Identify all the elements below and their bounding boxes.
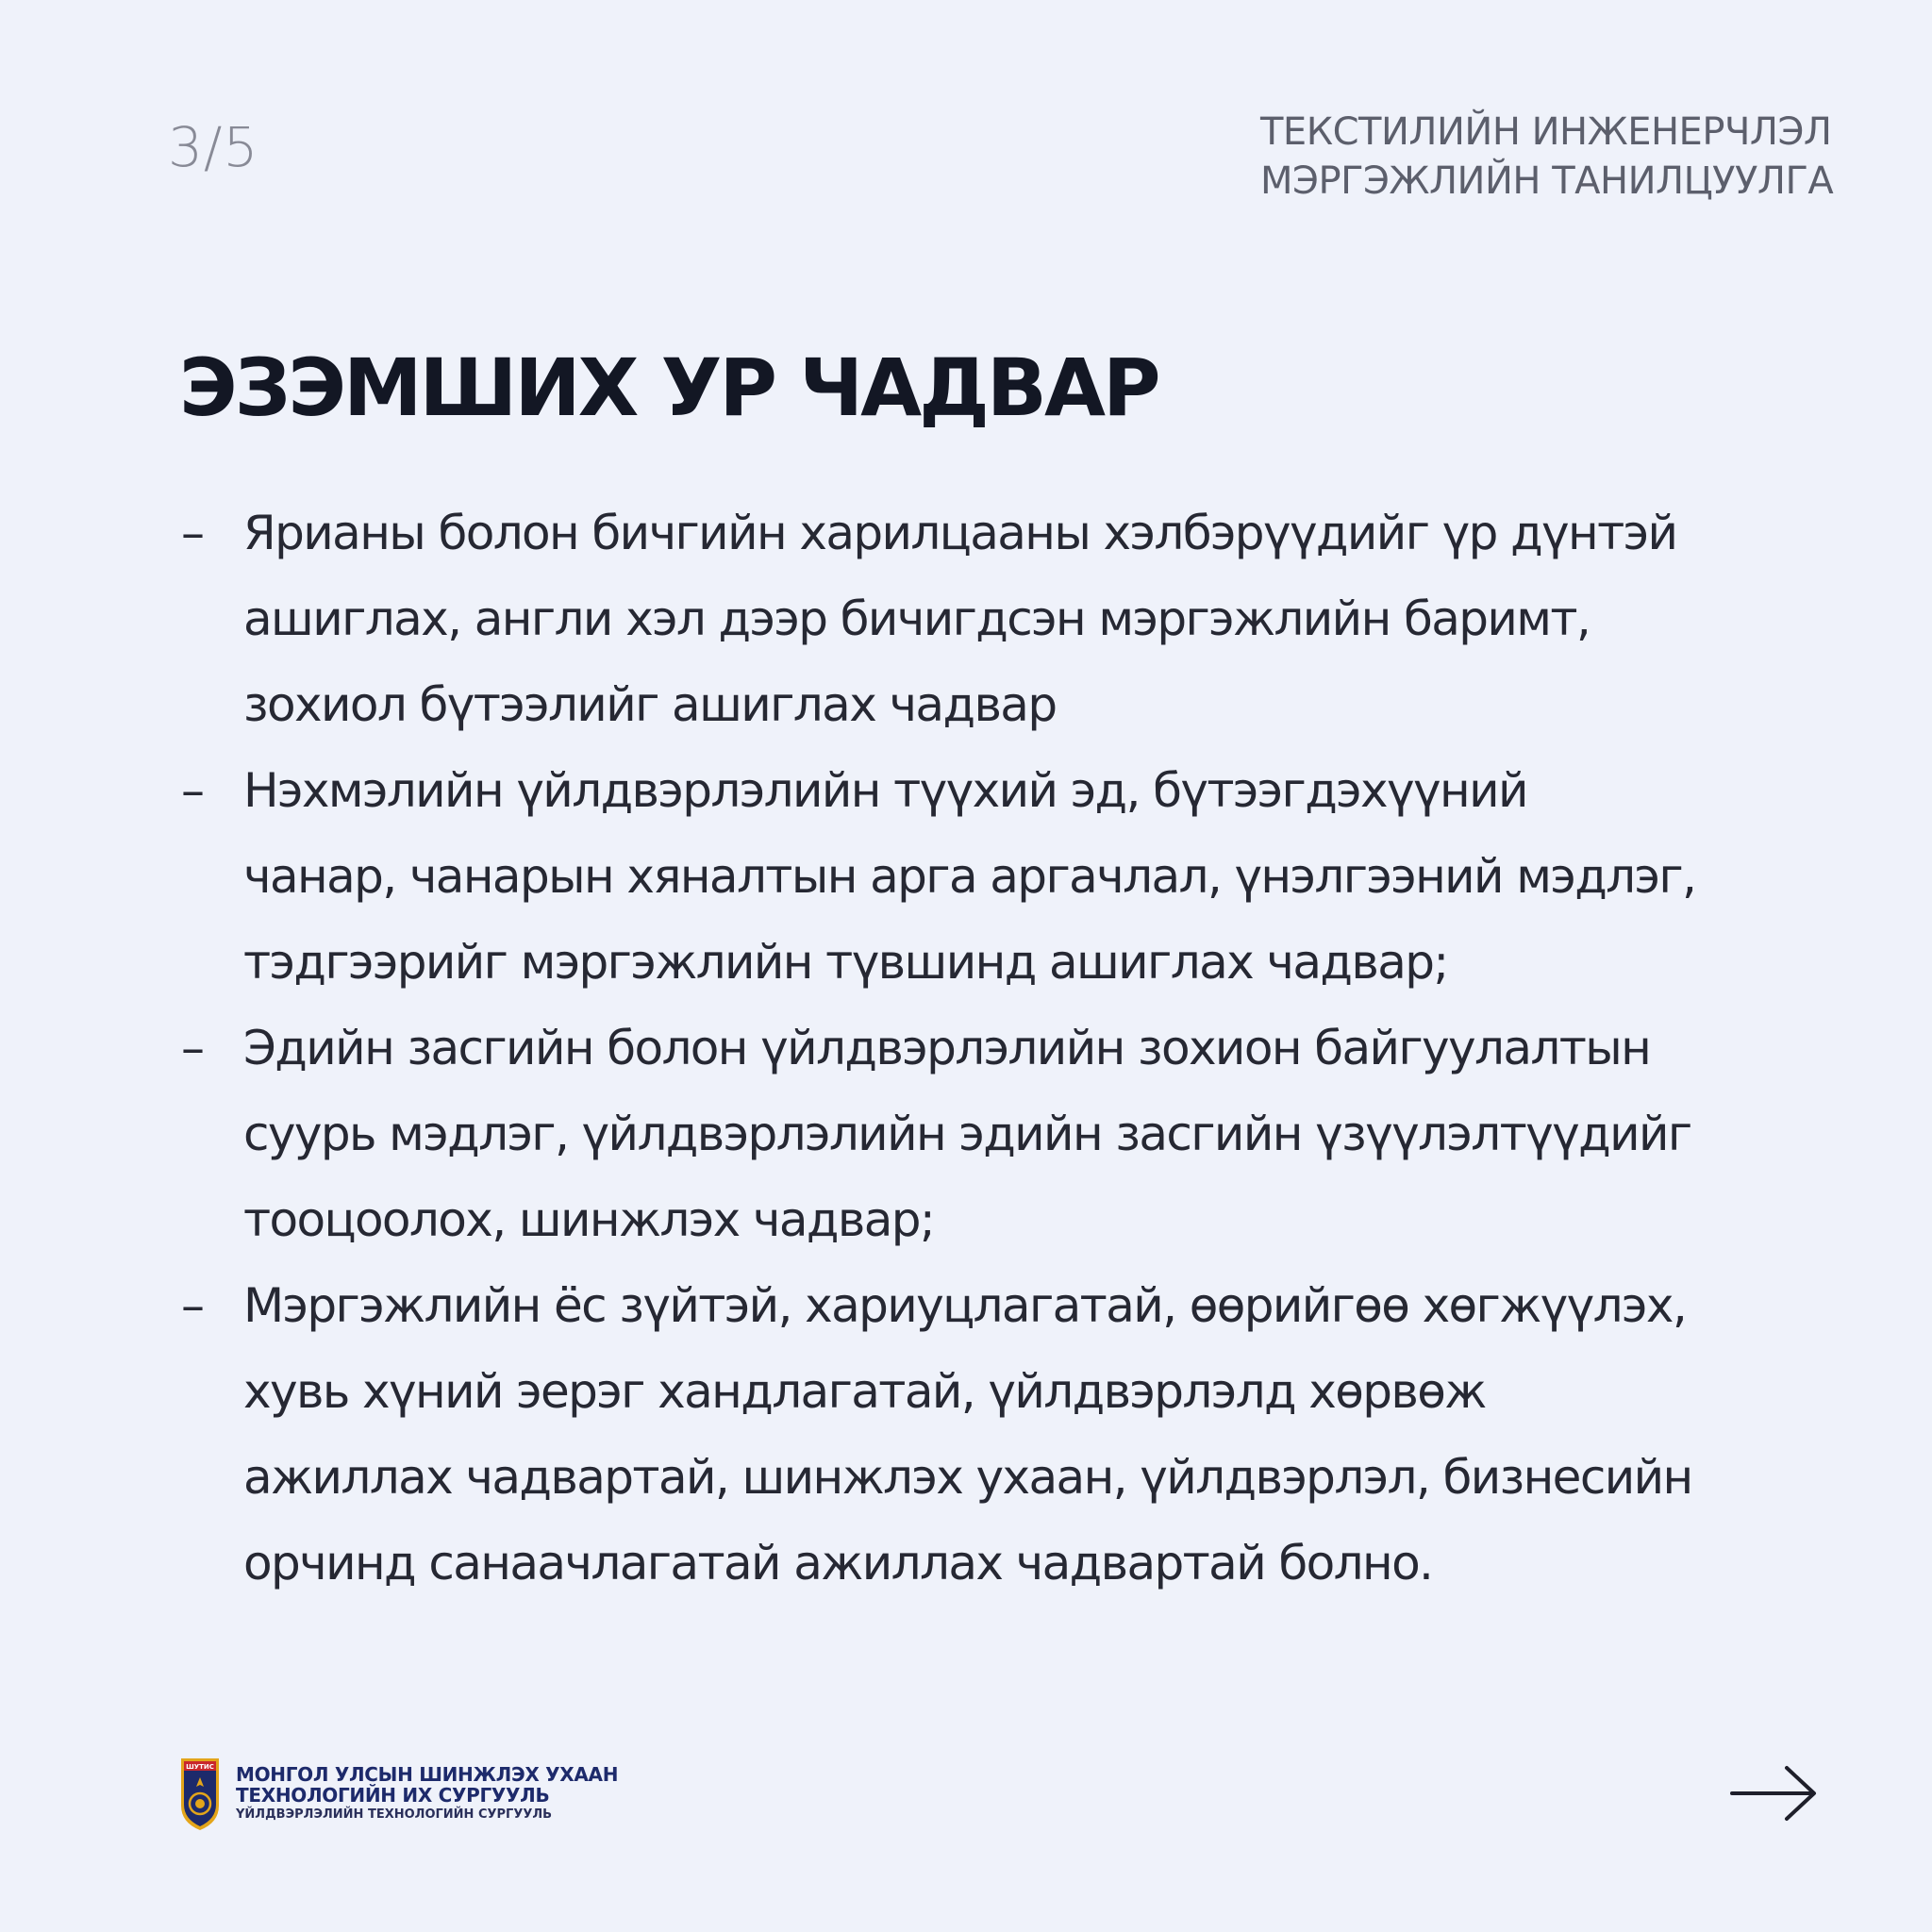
next-page-arrow-icon[interactable] (1730, 1764, 1819, 1823)
list-item-line: суурь мэдлэг, үйлдвэрлэлийн эдийн засгийн үзүүлэлтүүдийг (243, 1107, 1691, 1161)
list-item-line: чанар, чанарын хяналтын арга аргачлал, үнэлгээний мэдлэг, (243, 849, 1696, 904)
list-item-line: ажиллах чадвартай, шинжлэх ухаан, үйлдвэрлэл, бизнесийн (243, 1450, 1692, 1505)
header-subtitle-line2: МЭРГЭЖЛИЙН ТАНИЛЦУУЛГА (1260, 159, 1834, 203)
list-item-line: орчинд санаачлагатай ажиллах чадвартай болно. (243, 1536, 1433, 1591)
list-item-line: Мэргэжлийн ёс зүйтэй, хариуцлагатай, өөрийгөө хөгжүүлэх, (243, 1278, 1687, 1333)
university-logo (179, 1757, 618, 1832)
list-item-line: Эдийн засгийн болон үйлдвэрлэлийн зохион байгуулалтын (243, 1021, 1651, 1075)
list-item-line: зохиол бүтээлийг ашиглах чадвар (243, 677, 1057, 732)
list-item-line: тооцоолох, шинжлэх чадвар; (243, 1192, 935, 1247)
bullet-dash: – (181, 1278, 204, 1333)
list-item-line: тэдгээрийг мэргэжлийн түвшинд ашиглах чадвар; (243, 935, 1448, 990)
skills-list (179, 491, 1726, 1607)
org-name (236, 1764, 618, 1824)
header-subtitle (1260, 108, 1834, 206)
svg-text:ШУТИС: ШУТИС (186, 1763, 214, 1771)
org-school-name: ҮЙЛДВЭРЛЭЛИЙН ТЕХНОЛОГИЙН СУРГУУЛЬ (236, 1807, 553, 1822)
page-number: 3/5 (168, 115, 259, 179)
list-item-line: хувь хүний эерэг хандлагатай, үйлдвэрлэлд хөрвөж (243, 1364, 1486, 1419)
list-item (179, 1006, 1726, 1263)
bullet-dash: – (181, 1021, 204, 1075)
bullet-dash: – (181, 506, 204, 560)
list-item (179, 491, 1726, 748)
list-item (179, 748, 1726, 1006)
list-item-line: ашиглах, англи хэл дээр бичигдсэн мэргэжлийн баримт, (243, 591, 1591, 646)
list-item (179, 1263, 1726, 1607)
university-emblem-icon (179, 1757, 221, 1832)
bullet-dash: – (181, 763, 204, 818)
list-item-line: Ярианы болон бичгийн харилцааны хэлбэрүүдийг үр дүнтэй (243, 506, 1677, 560)
org-name-line2: ТЕХНОЛОГИЙН ИХ СУРГУУЛЬ (236, 1784, 550, 1807)
list-item-line: Нэхмэлийн үйлдвэрлэлийн түүхий эд, бүтээгдэхүүний (243, 763, 1527, 818)
page-title: ЭЗЭМШИХ УР ЧАДВАР (179, 341, 1158, 434)
org-name-line1: МОНГОЛ УЛСЫН ШИНЖЛЭХ УХААН (236, 1763, 619, 1786)
header-subtitle-line1: ТЕКСТИЛИЙН ИНЖЕНЕРЧЛЭЛ (1260, 110, 1832, 154)
